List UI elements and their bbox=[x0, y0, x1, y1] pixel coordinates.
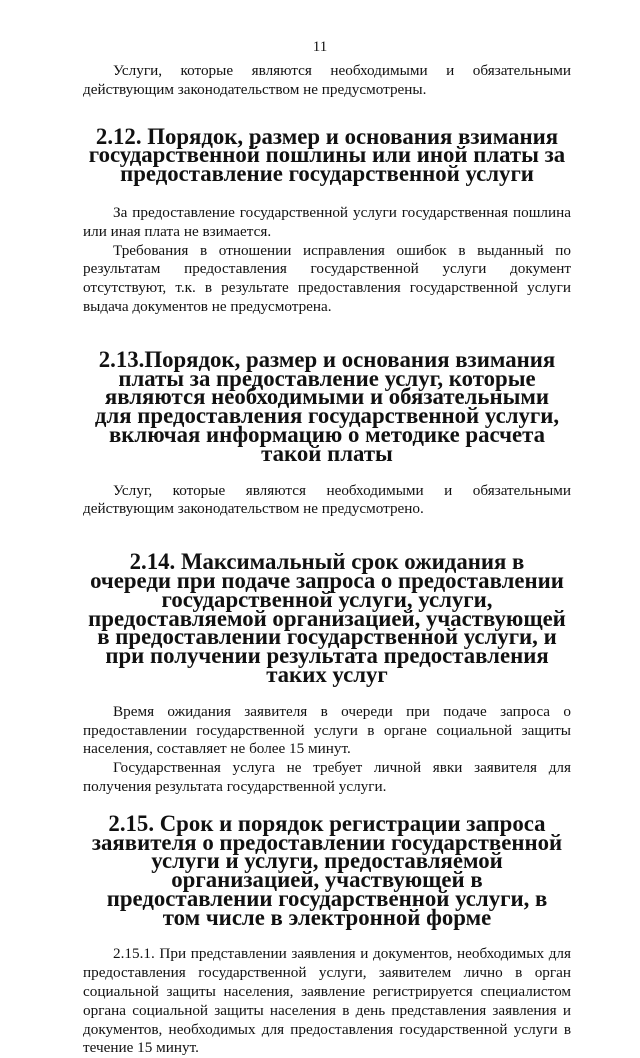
section-heading: 2.15. Срок и порядок регистрации запроса заявителя о предоставлении государственной услуги и услуги, предоставляемой организацией, участвующей в предоставлении государственной услуги, в том числе в электронной форме bbox=[91, 810, 563, 930]
section-2-12 bbox=[83, 123, 571, 317]
section-paragraph: Государственная услуга не требует личной явки заявителя для получения результата государственной услуги. bbox=[83, 759, 571, 795]
intro-paragraph: Услуги, которые являются необходимыми и обязательными действующим законодательством не предусмотрены. bbox=[83, 62, 571, 98]
section-heading: 2.13.Порядок, размер и основания взимания платы за предоставление услуг, которые являются необходимыми и обязательными для предоставления государственной услуги, включая информацию о методике расчета такой платы bbox=[94, 346, 560, 466]
section-heading: 2.12. Порядок, размер и основания взимания государственной пошлины или иной платы за предоставление государственной услуги bbox=[88, 123, 566, 187]
section-paragraph: Требования в отношении исправления ошибок в выданный по результатам предоставления государственной услуги документ отсутствуют, т.к. в результате предоставления государственной услуги выдача документов не предусмотрена. bbox=[83, 241, 571, 315]
section-paragraph: Время ожидания заявителя в очереди при подаче запроса о предоставлении государственной услуги в органе социальной защиты населения, составляет не более 15 минут. bbox=[83, 702, 571, 758]
section-2-13 bbox=[83, 346, 571, 519]
section-heading: 2.14. Максимальный срок ожидания в очереди при подаче запроса о предоставлении государственной услуги, услуги, предоставляемой организацией, участвующей в предоставлении государственной услуги, и при получении результата предоставления таких услуг bbox=[88, 549, 566, 687]
section-paragraph: Услуг, которые являются необходимыми и обязательными действующим законодательством не предусмотрено. bbox=[83, 481, 571, 518]
section-paragraph: За предоставление государственной услуги государственная пошлина или иная плата не взимается. bbox=[83, 203, 571, 240]
document-body bbox=[83, 62, 571, 1058]
section-paragraph: 2.15.1. При представлении заявления и документов, необходимых для предоставления государственной услуги, заявителем лично в орган социальной защиты населения, заявление регистрируется специалистом органа социальной защиты населения в день представления заявления и документов, необходимых для предоставления государственной услуги в течение 15 минут. bbox=[83, 945, 571, 1057]
section-2-15 bbox=[83, 810, 571, 1058]
page-number: 11 bbox=[312, 39, 328, 55]
section-2-14 bbox=[83, 549, 571, 797]
